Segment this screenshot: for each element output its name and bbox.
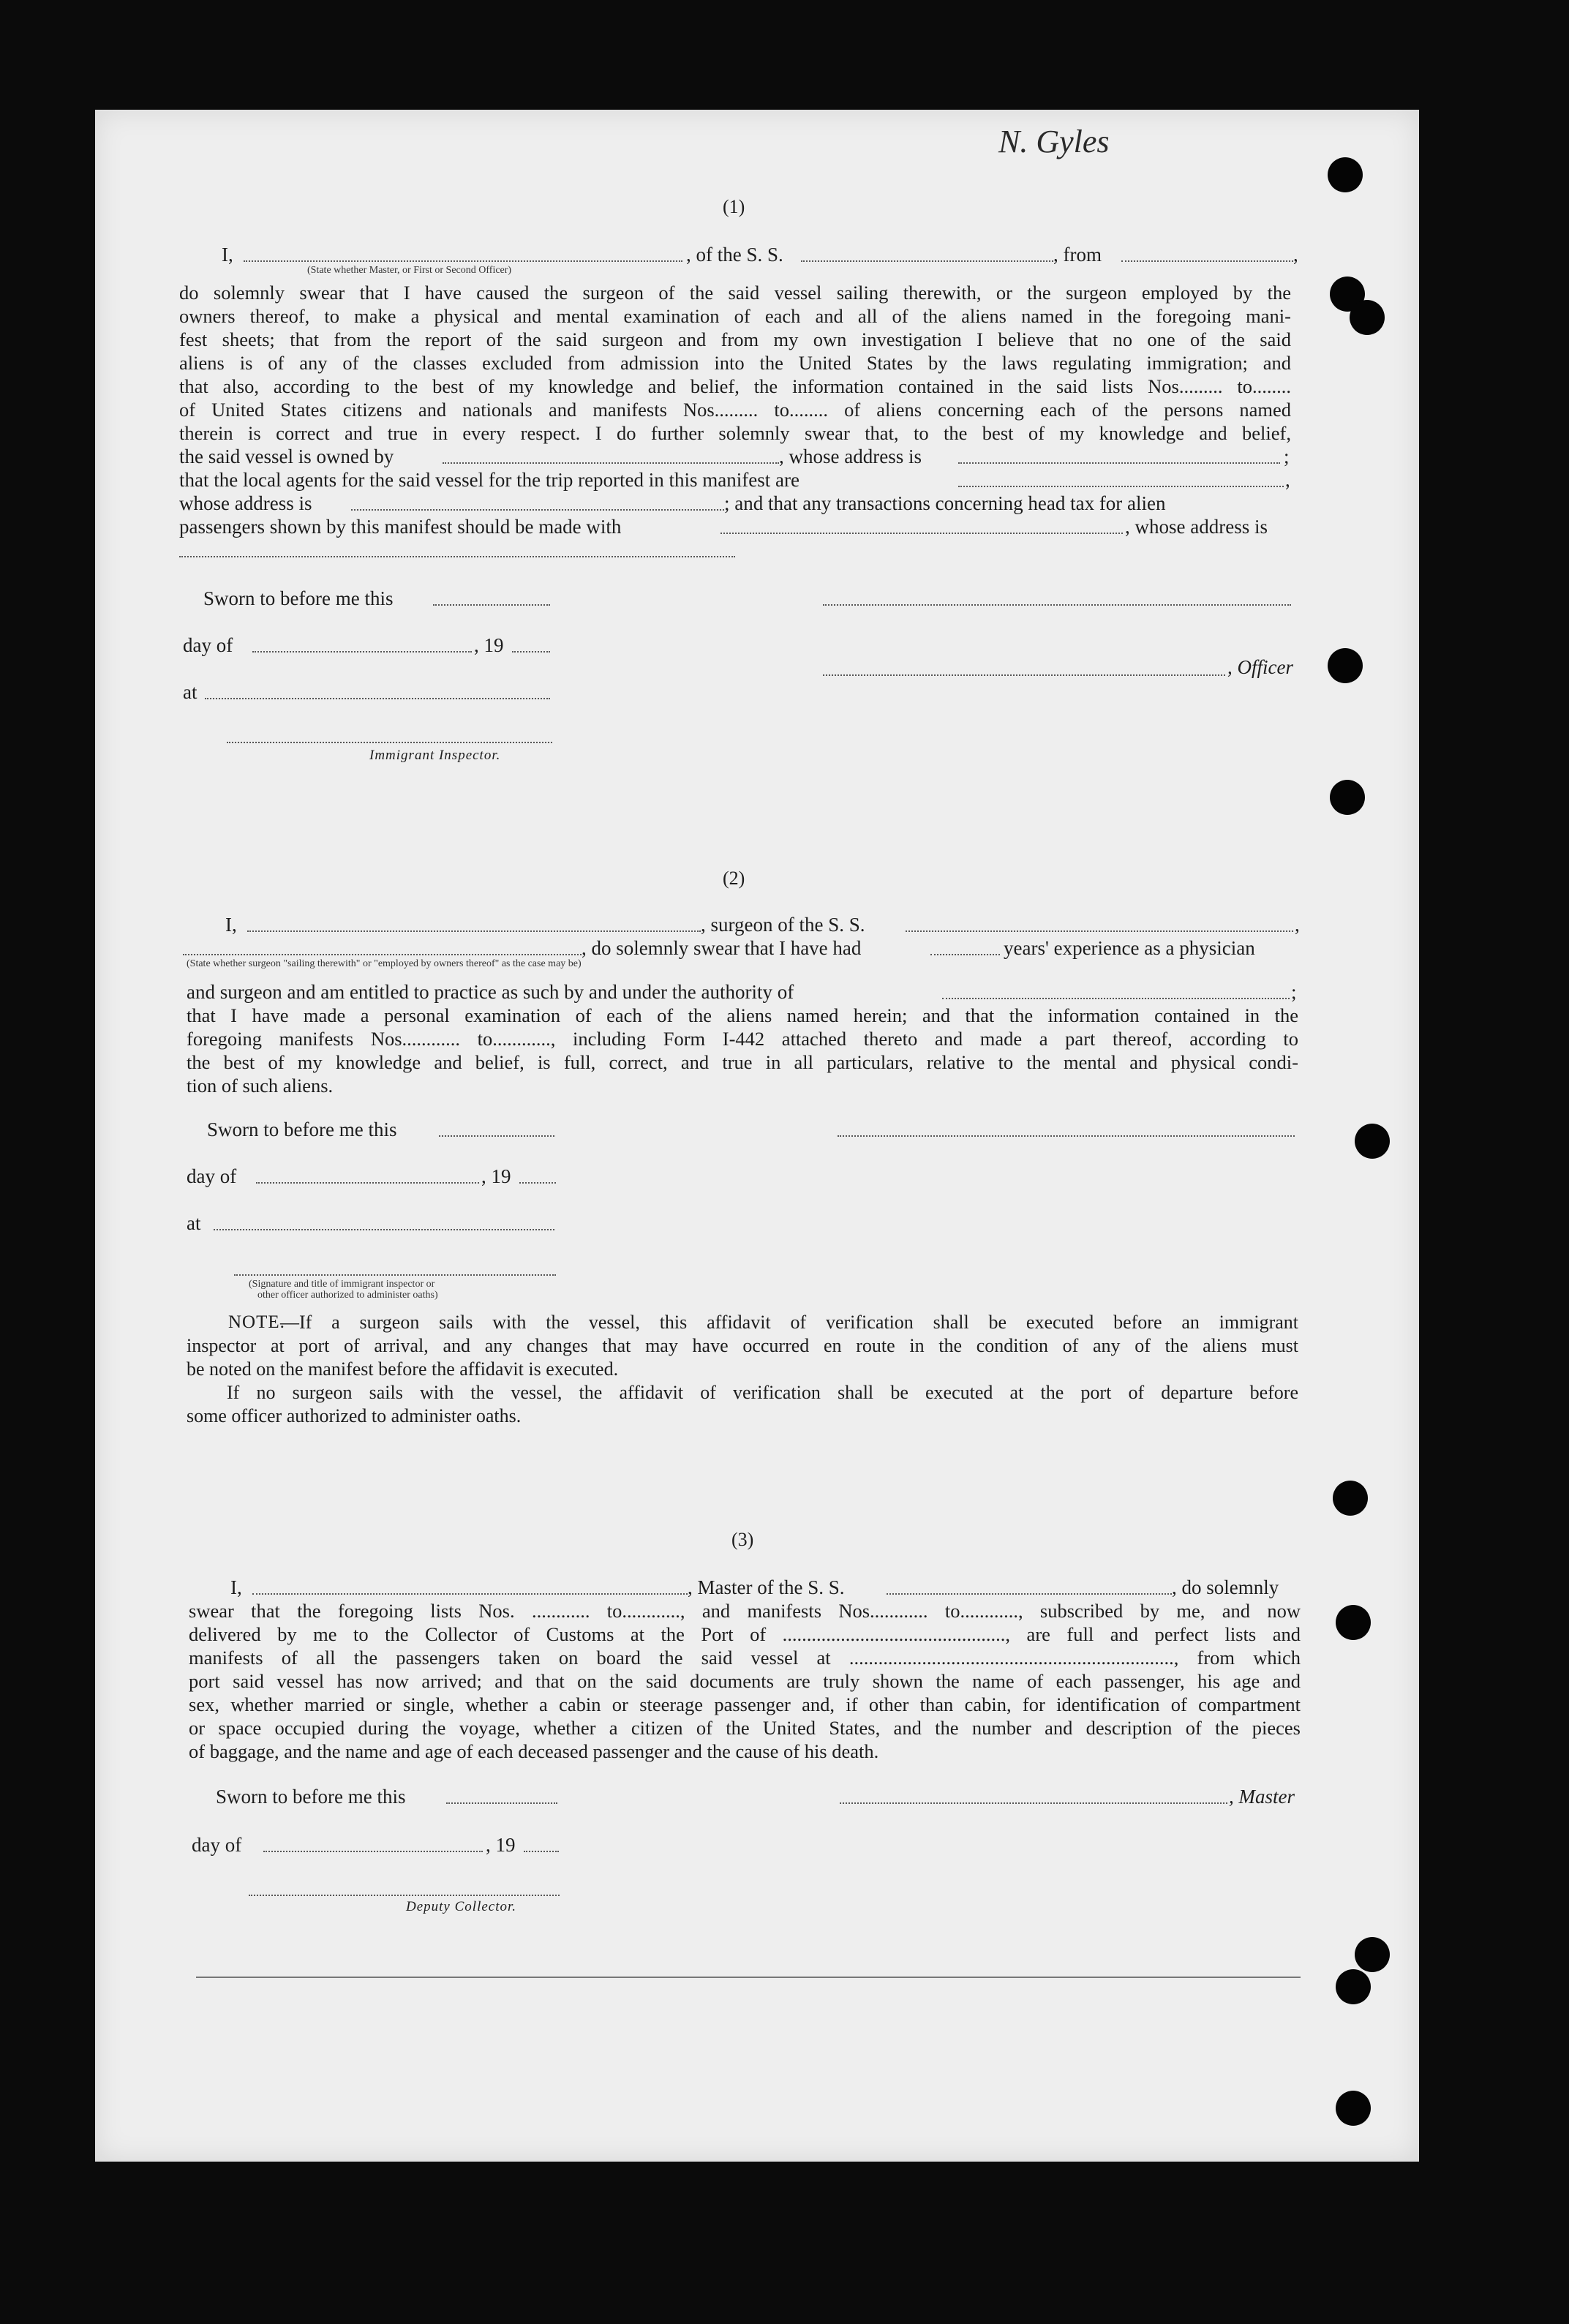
master-paragraph — [189, 1599, 1301, 1763]
note-line: some officer authorized to administer oaths. — [187, 1405, 522, 1426]
year-field[interactable] — [512, 651, 550, 653]
label-owner-address: , whose address is — [779, 445, 922, 467]
comma: , — [1295, 914, 1300, 936]
master-signature-field[interactable] — [840, 1802, 1227, 1804]
signature-caption: (Signature and title of immigrant inspector or — [249, 1279, 435, 1290]
label-swear-had: , do solemnly swear that I have had — [582, 937, 862, 959]
label-owned-by: the said vessel is owned by — [179, 445, 394, 467]
head-tax-agent-field[interactable] — [720, 533, 1123, 534]
note-line: If no surgeon sails with the vessel, the affidavit of verification shall be executed at the port of departure before — [227, 1382, 1298, 1403]
day-of-label: day of — [183, 634, 233, 656]
semicolon: ; — [1284, 445, 1290, 467]
at-field[interactable] — [214, 1229, 554, 1230]
day-of-label: day of — [187, 1165, 237, 1187]
oath-line: do solemnly swear that I have caused the surgeon of the said vessel sailing therewith, or the surgeon employed by the — [179, 282, 1291, 304]
master-vessel-field[interactable] — [887, 1593, 1172, 1595]
surgeon-paragraph — [187, 1004, 1298, 1097]
oath-line: fest sheets; that from the report of the said surgeon and from my own investigation I believe that no one of the said — [179, 328, 1291, 350]
label-i: I, — [230, 1576, 242, 1598]
comma: , — [1293, 244, 1298, 266]
officer-name-field[interactable] — [244, 260, 682, 262]
label-from: , from — [1053, 244, 1102, 266]
surgeon-vessel-field[interactable] — [906, 930, 1293, 932]
master-line: sex, whether married or single, whether a cabin or steerage passenger and, if other than cabin, for identification of compartment — [189, 1693, 1301, 1715]
signature-caption: other officer authorized to administer oaths) — [257, 1290, 438, 1301]
officer-signature-line-top[interactable] — [823, 604, 1291, 606]
inspector-signature-field[interactable] — [227, 742, 552, 743]
vessel-name-field[interactable] — [801, 260, 1053, 262]
label-i: I, — [225, 914, 237, 936]
years-experience-field[interactable] — [930, 954, 1000, 955]
surgeon-name-field[interactable] — [247, 930, 701, 932]
punch-hole — [1336, 1969, 1371, 2004]
day-of-field[interactable] — [263, 1851, 483, 1852]
punch-hole — [1328, 157, 1363, 192]
at-field[interactable] — [205, 698, 550, 699]
punch-hole — [1336, 2091, 1371, 2126]
master-line: swear that the foregoing lists Nos. ............ to............, and manifests Nos............ to............, subscribed by me, and now — [189, 1600, 1301, 1622]
punch-hole — [1355, 1937, 1390, 1972]
master-line: delivered by me to the Collector of Customs at the Port of .............................................., are full and perfect lists and — [189, 1623, 1301, 1645]
punch-hole — [1330, 780, 1365, 815]
oath-line: aliens is of any of the classes excluded from admission into the United States by the laws regulating immigration; and — [179, 352, 1291, 374]
master-line: manifests of all the passengers taken on board the said vessel at ..................................................................., from which — [189, 1647, 1301, 1669]
year-field[interactable] — [524, 1851, 559, 1852]
label-head-tax-address: , whose address is — [1125, 516, 1268, 538]
passengers-text: passengers shown by this manifest should be made with — [179, 516, 622, 538]
sworn-label: Sworn to before me this — [203, 587, 394, 609]
year-label: , 19 — [486, 1834, 516, 1856]
section-2-heading: (2) — [723, 868, 745, 889]
punch-hole — [1336, 1605, 1371, 1640]
authority-text: and surgeon and am entitled to practice as such by and under the authority of — [187, 981, 794, 1003]
sworn-date-field[interactable] — [433, 604, 550, 606]
note-line: inspector at port of arrival, and any changes that may have occurred en route in the condition of any of the aliens must — [187, 1335, 1298, 1356]
master-line: port said vessel has now arrived; and that on the said documents are truly shown the name of each passenger, his age and — [189, 1670, 1301, 1692]
punch-hole — [1333, 1481, 1368, 1516]
punch-hole — [1355, 1124, 1390, 1159]
day-of-field[interactable] — [252, 651, 472, 653]
oath-line: therein is correct and true in every respect. I do further solemnly swear that, to the best of my knowledge and belief, — [179, 422, 1291, 444]
owner-address-field[interactable] — [958, 462, 1280, 464]
officer-label: , Officer — [1227, 656, 1293, 678]
sworn-date-field[interactable] — [439, 1135, 554, 1137]
punch-hole — [1350, 300, 1385, 335]
day-of-label: day of — [192, 1834, 242, 1856]
label-years-experience: years' experience as a physician — [1004, 937, 1255, 959]
oath-paragraph-1 — [179, 281, 1291, 445]
local-agents-field[interactable] — [958, 486, 1284, 487]
oath-line: of United States citizens and nationals and manifests Nos......... to........ of aliens concerning each of the persons named — [179, 399, 1291, 421]
oath-line: owners thereof, to make a physical and mental examination of each and all of the aliens named in the foregoing mani- — [179, 305, 1291, 327]
year-field[interactable] — [519, 1182, 556, 1184]
year-label: , 19 — [481, 1165, 511, 1187]
bottom-rule — [196, 1977, 1301, 1978]
officer-signature-field[interactable] — [823, 674, 1225, 676]
sworn-label: Sworn to before me this — [216, 1786, 406, 1808]
collector-signature-field[interactable] — [249, 1895, 560, 1896]
surgeon-line: foregoing manifests Nos............ to............, including Form I-442 attached thereto and made a part thereof, according to — [187, 1028, 1298, 1050]
inspector-caption: Immigrant Inspector. — [369, 748, 501, 763]
master-name-field[interactable] — [252, 1593, 688, 1595]
label-of-ss: , of the S. S. — [686, 244, 783, 266]
inspector-signature-field[interactable] — [234, 1274, 556, 1276]
surgeon-status-caption: (State whether surgeon "sailing therewith" or "employed by owners thereof" as the case may be) — [187, 958, 582, 969]
note-line: be noted on the manifest before the affidavit is executed. — [187, 1358, 619, 1380]
master-line: or space occupied during the voyage, whether a citizen of the United States, and the number and description of the pieces — [189, 1717, 1301, 1739]
surgeon-line: tion of such aliens. — [187, 1075, 334, 1097]
master-label: , Master — [1229, 1786, 1295, 1808]
handwritten-annotation: N. Gyles — [998, 124, 1110, 159]
collector-caption: Deputy Collector. — [406, 1899, 517, 1914]
head-tax-address-field[interactable] — [179, 556, 735, 557]
surgeon-signature-field[interactable] — [838, 1135, 1295, 1137]
owner-field[interactable] — [443, 462, 779, 464]
surgeon-line: the best of my knowledge and belief, is full, correct, and true in all particulars, relative to the mental and physical condi- — [187, 1051, 1298, 1073]
label-local-agents: that the local agents for the said vessel for the trip reported in this manifest are — [179, 469, 799, 491]
day-of-field[interactable] — [256, 1182, 479, 1184]
master-line: of baggage, and the name and age of each deceased passenger and the cause of his death. — [189, 1740, 879, 1762]
year-label: , 19 — [474, 634, 504, 656]
authority-field[interactable] — [942, 998, 1290, 999]
section-3-heading: (3) — [731, 1529, 754, 1550]
semicolon: ; — [1291, 981, 1297, 1003]
label-master-of-ss: , Master of the S. S. — [688, 1576, 845, 1598]
port-from-field[interactable] — [1121, 260, 1293, 262]
head-tax-text: ; and that any transactions concerning head tax for alien — [724, 492, 1166, 514]
officer-rank-caption: (State whether Master, or First or Second Officer) — [307, 265, 512, 276]
note-label: NOTE. — [228, 1312, 285, 1332]
sworn-label: Sworn to before me this — [207, 1118, 397, 1140]
at-label: at — [183, 681, 197, 703]
sworn-date-field[interactable] — [446, 1802, 557, 1804]
surgeon-status-field[interactable] — [183, 954, 582, 955]
punch-hole — [1328, 648, 1363, 683]
note-line: —If a surgeon sails with the vessel, this affidavit of verification shall be executed before an immigrant — [280, 1312, 1298, 1333]
agent-address-field[interactable] — [351, 509, 724, 511]
comma: , — [1285, 469, 1290, 491]
label-do-solemnly: , do solemnly — [1172, 1576, 1279, 1598]
label-surgeon-of-ss: , surgeon of the S. S. — [701, 914, 865, 936]
note-paragraph — [187, 1311, 1298, 1428]
at-label: at — [187, 1212, 201, 1234]
label-i: I, — [222, 244, 233, 266]
oath-line: that also, according to the best of my knowledge and belief, the information contained in the said lists Nos......... to........ — [179, 375, 1291, 397]
section-1-heading: (1) — [723, 196, 745, 217]
label-agent-address: whose address is — [179, 492, 312, 514]
surgeon-line: that I have made a personal examination of each of the aliens named herein; and that the information contained in the — [187, 1004, 1298, 1026]
